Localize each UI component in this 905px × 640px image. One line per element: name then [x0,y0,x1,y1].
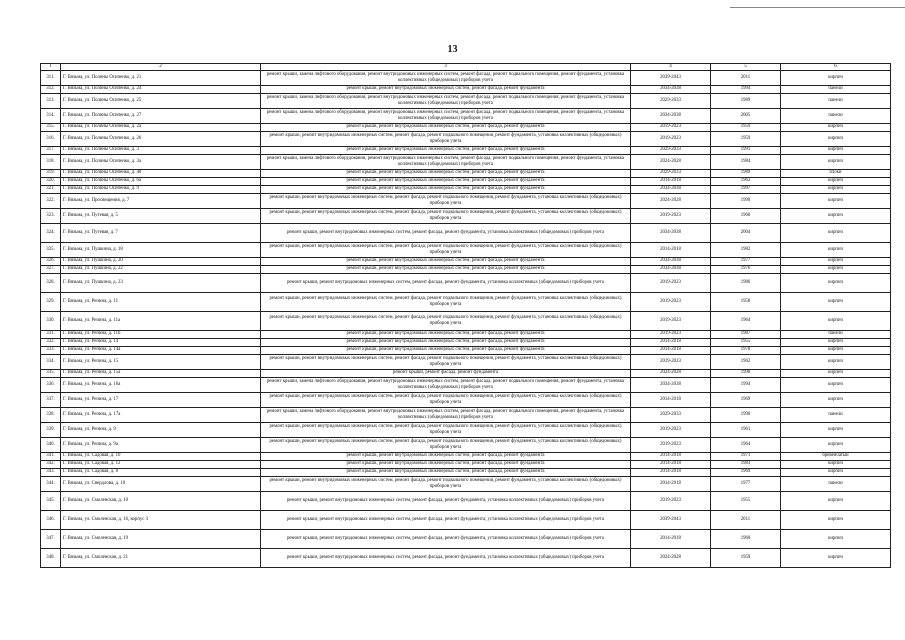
table-row [41,169,891,177]
build-year-cell: 1978 [711,346,781,354]
row-number: 337. [41,392,61,407]
works-cell: ремонт крыши, ремонт внутридомовых инженерных систем, ремонт фасада, ремонт подвального помещения, ремонт фундамента, установка коллективных (общедомовых) приборов учета [261,242,631,257]
repair-period-cell: 2029-2033 [631,146,711,154]
column-header: 3 [261,64,631,71]
address-cell: Г. Вязьма, ул. Полины Осипенко, д. 27 [61,108,261,123]
works-cell: ремонт крыши, замена лифтового оборудования, ремонт внутридомовых инженерных систем, ремонт фасада, ремонт подвального помещения, ремонт фундамента, установка коллективных (общедомовых) приборов учета [261,93,631,108]
table-row [41,273,891,292]
wall-material-cell: кирпич [781,146,891,154]
address-cell: Г. Вязьма, ул. Репина, д. 9 [61,422,261,437]
works-cell: ремонт крыши, ремонт внутридомовых инженерных систем, ремонт фасада, ремонт фундамента [261,123,631,131]
works-cell: ремонт крыши, ремонт фасада, ремонт фундамента [261,369,631,377]
works-cell: ремонт крыши, ремонт внутридомовых инженерных систем, ремонт фасада, ремонт фундамента [261,346,631,354]
repair-period-cell: 2029-2033 [631,169,711,177]
table-row [41,185,891,193]
row-number: 332. [41,338,61,346]
row-number: 328. [41,273,61,292]
wall-material-cell: панели [781,407,891,422]
wall-material-cell: кирпич [781,468,891,476]
repair-period-cell: 2034-2038 [631,377,711,392]
row-number: 331. [41,330,61,338]
wall-material-cell: кирпич [781,292,891,311]
address-cell: Г. Вязьма, ул. Полины Осипенко, д. 9 [61,185,261,193]
table-row [41,131,891,146]
address-cell: Г. Вязьма, ул. Пушкина, д. 18 [61,242,261,257]
repair-period-cell: 2014-2018 [631,529,711,548]
works-cell: ремонт крыши, замена лифтового оборудования, ремонт внутридомовых инженерных систем, ремонт фасада, ремонт подвального помещения, ремонт фундамента, установка коллективных (общедомовых) приборов учета [261,407,631,422]
column-header: 6 [781,64,891,71]
row-number: 314. [41,108,61,123]
address-cell: Г. Вязьма, ул. Садовая, д. 10 [61,452,261,460]
wall-material-cell: кирпич [781,338,891,346]
address-cell: Г. Вязьма, ул. Репина, д. 9а [61,437,261,452]
address-cell: Г. Вязьма, ул. Репина, д. 14 [61,338,261,346]
works-cell: ремонт крыши, ремонт внутридомовых инженерных систем, ремонт фасада, ремонт фундамента [261,169,631,177]
wall-material-cell: кирпич [781,354,891,369]
wall-material-cell: кирпич [781,131,891,146]
build-year-cell: 1994 [711,377,781,392]
row-number: 313. [41,93,61,108]
build-year-cell: 1955 [711,491,781,510]
build-year-cell: 2005 [711,108,781,123]
table-row [41,223,891,242]
row-number: 320. [41,177,61,185]
wall-material-cell: кирпич [781,548,891,567]
build-year-cell: 1986 [711,273,781,292]
table-row [41,257,891,265]
build-year-cell: 1958 [711,292,781,311]
table-row [41,242,891,257]
build-year-cell: 1987 [711,330,781,338]
row-number: 338. [41,407,61,422]
wall-material-cell: кирпич [781,273,891,292]
works-cell: ремонт крыши, ремонт внутридомовых инженерных систем, ремонт фасада, ремонт подвального помещения, ремонт фундамента, установка коллективных (общедомовых) приборов учета [261,476,631,491]
row-number: 343. [41,468,61,476]
build-year-cell: 1962 [711,354,781,369]
works-cell: ремонт крыши, ремонт внутридомовых инженерных систем, ремонт фасада, ремонт фундамента [261,460,631,468]
works-cell: ремонт крыши, ремонт внутридомовых инженерных систем, ремонт фасада, ремонт фундамента, установка коллективных (общедомовых) приборов учета [261,273,631,292]
works-cell: ремонт крыши, замена лифтового оборудования, ремонт внутридомовых инженерных систем, ремонт фасада, ремонт подвального помещения, ремонт фундамента, установка коллективных (общедомовых) приборов учета [261,377,631,392]
table-row [41,330,891,338]
table-row [41,108,891,123]
table-row [41,460,891,468]
repair-period-cell: 2014-2018 [631,460,711,468]
address-cell: Г. Вязьма, ул. Полины Осипенко, д. 6а [61,177,261,185]
row-number: 326. [41,257,61,265]
wall-material-cell: кирпич [781,193,891,208]
repair-period-cell: 2014-2018 [631,177,711,185]
row-number: 329. [41,292,61,311]
build-year-cell: 1964 [711,311,781,330]
wall-material-cell: кирпич [781,242,891,257]
top-rule [730,7,905,8]
table-row [41,208,891,223]
works-cell: ремонт крыши, ремонт внутридомовых инженерных систем, ремонт фасада, ремонт фундамента [261,177,631,185]
address-cell: Г. Вязьма, ул. Репина, д. 14а [61,346,261,354]
works-cell: ремонт крыши, ремонт внутридомовых инженерных систем, ремонт фасада, ремонт подвального помещения, ремонт фундамента, установка коллективных (общедомовых) приборов учета [261,392,631,407]
repair-period-cell: 2019-2023 [631,491,711,510]
table-row [41,123,891,131]
table-row [41,529,891,548]
wall-material-cell: кирпич [781,265,891,273]
wall-material-cell: кирпич [781,437,891,452]
row-number: 318. [41,154,61,169]
repair-period-cell: 2034-2038 [631,108,711,123]
repair-period-cell: 2014-2018 [631,346,711,354]
wall-material-cell: кирпич [781,123,891,131]
table-row [41,392,891,407]
wall-material-cell: кирпич [781,257,891,265]
repair-period-cell: 2019-2023 [631,208,711,223]
works-cell: ремонт крыши, ремонт внутридомовых инженерных систем, ремонт фасада, ремонт подвального помещения, ремонт фундамента, установка коллективных (общедомовых) приборов учета [261,292,631,311]
works-cell: ремонт крыши, ремонт внутридомовых инженерных систем, ремонт фасада, ремонт фундамента, установка коллективных (общедомовых) приборов учета [261,223,631,242]
row-number: 334. [41,354,61,369]
table-row [41,193,891,208]
repair-period-cell: 2019-2023 [631,437,711,452]
works-cell: ремонт крыши, ремонт внутридомовых инженерных систем, ремонт фасада, ремонт фундамента [261,338,631,346]
repair-period-cell: 2024-2028 [631,193,711,208]
wall-material-cell: панели [781,476,891,491]
works-cell: ремонт крыши, ремонт внутридомовых инженерных систем, ремонт фасада, ремонт подвального помещения, ремонт фундамента, установка коллективных (общедомовых) приборов учета [261,193,631,208]
table-row [41,70,891,85]
wall-material-cell: кирпич [781,460,891,468]
address-cell: Г. Вязьма, ул. Пушкина, д. 23 [61,273,261,292]
wall-material-cell: кирпич [781,70,891,85]
build-year-cell: 1982 [711,242,781,257]
address-cell: Г. Вязьма, ул. Просвещения, д. 7 [61,193,261,208]
works-cell: ремонт крыши, замена лифтового оборудования, ремонт внутридомовых инженерных систем, ремонт фасада, ремонт подвального помещения, ремонт фундамента, установка коллективных (общедомовых) приборов учета [261,70,631,85]
address-cell: Г. Вязьма, ул. Пушкина, д. 20 [61,257,261,265]
row-number: 347. [41,529,61,548]
table-row [41,93,891,108]
address-cell: Г. Вязьма, ул. Свердлова, д. 10 [61,476,261,491]
row-number: 327. [41,265,61,273]
address-cell: Г. Вязьма, ул. Садовая, д. 12 [61,460,261,468]
repair-period-cell: 2019-2023 [631,311,711,330]
row-number: 317. [41,146,61,154]
address-cell: Г. Вязьма, ул. Путевая, д. 7 [61,223,261,242]
repair-period-cell: 2014-2018 [631,452,711,460]
wall-material-cell: кирпич [781,369,891,377]
row-number: 336. [41,377,61,392]
build-year-cell: 1959 [711,123,781,131]
row-number: 319. [41,169,61,177]
wall-material-cell: бревенчатый [781,452,891,460]
works-cell: ремонт крыши, ремонт внутридомовых инженерных систем, ремонт фасада, ремонт фундамента [261,185,631,193]
table-row [41,407,891,422]
row-number: 341. [41,452,61,460]
works-cell: ремонт крыши, ремонт внутридомовых инженерных систем, ремонт фасада, ремонт подвального помещения, ремонт фундамента, установка коллективных (общедомовых) приборов учета [261,354,631,369]
repair-period-cell: 2014-2018 [631,242,711,257]
works-cell: ремонт крыши, ремонт внутридомовых инженерных систем, ремонт фасада, ремонт подвального помещения, ремонт фундамента, установка коллективных (общедомовых) приборов учета [261,208,631,223]
works-cell: ремонт крыши, ремонт внутридомовых инженерных систем, ремонт фасада, ремонт фундамента, установка коллективных (общедомовых) приборов учета [261,529,631,548]
build-year-cell: 1963 [711,177,781,185]
address-cell: Г. Вязьма, ул. Полины Осипенко, д. 2а [61,123,261,131]
table-row [41,476,891,491]
address-cell: Г. Вязьма, ул. Смоленская, д. 21 [61,548,261,567]
table-row [41,154,891,169]
build-year-cell: 1976 [711,265,781,273]
housing-repair-table [40,63,891,568]
row-number: 325. [41,242,61,257]
row-number: 345. [41,491,61,510]
wall-material-cell: панели [781,85,891,93]
build-year-cell: 1960 [711,529,781,548]
address-cell: Г. Вязьма, ул. Репина, д. 15 [61,354,261,369]
wall-material-cell: кирпич [781,208,891,223]
build-year-cell: 1989 [711,93,781,108]
works-cell: ремонт крыши, ремонт внутридомовых инженерных систем, ремонт фасада, ремонт фундамента, установка коллективных (общедомовых) приборов учета [261,491,631,510]
address-cell: Г. Вязьма, ул. Репина, д. 17а [61,407,261,422]
build-year-cell: 1955 [711,338,781,346]
build-year-cell: 1990 [711,407,781,422]
repair-period-cell: 2014-2018 [631,338,711,346]
repair-period-cell: 2019-2023 [631,422,711,437]
repair-period-cell: 2024-2028 [631,548,711,567]
table-row [41,177,891,185]
works-cell: ремонт крыши, ремонт внутридомовых инженерных систем, ремонт фасада, ремонт фундамента [261,468,631,476]
works-cell: ремонт крыши, ремонт внутридомовых инженерных систем, ремонт фасада, ремонт фундамента [261,265,631,273]
build-year-cell: 1969 [711,468,781,476]
address-cell: Г. Вязьма, ул. Репина, д. 11 [61,292,261,311]
works-cell: ремонт крыши, ремонт внутридомовых инженерных систем, ремонт фасада, ремонт подвального помещения, ремонт фундамента, установка коллективных (общедомовых) приборов учета [261,437,631,452]
build-year-cell: 2011 [711,510,781,529]
wall-material-cell: кирпич [781,223,891,242]
table-row [41,422,891,437]
column-header: 4 [631,64,711,71]
wall-material-cell: панели [781,108,891,123]
address-cell: Г. Вязьма, ул. Смоленская, д. 16, корпус 3 [61,510,261,529]
row-number: 321. [41,185,61,193]
repair-period-cell: 2019-2023 [631,123,711,131]
works-cell: ремонт крыши, ремонт внутридомовых инженерных систем, ремонт фасада, ремонт фундамента [261,146,631,154]
build-year-cell: 1959 [711,131,781,146]
row-number: 342. [41,460,61,468]
build-year-cell: 1983 [711,460,781,468]
row-number: 335. [41,369,61,377]
repair-period-cell: 2034-2038 [631,85,711,93]
build-year-cell: 2004 [711,223,781,242]
build-year-cell: 1977 [711,257,781,265]
wall-material-cell: кирпич [781,185,891,193]
table-row [41,338,891,346]
row-number: 311. [41,70,61,85]
build-year-cell: 1969 [711,392,781,407]
row-number: 322. [41,193,61,208]
row-number: 330. [41,311,61,330]
build-year-cell: 1959 [711,548,781,567]
works-cell: ремонт крыши, ремонт внутридомовых инженерных систем, ремонт фасада, ремонт фундамента, установка коллективных (общедомовых) приборов учета [261,548,631,567]
address-cell: Г. Вязьма, ул. Полины Осипенко, д. 21 [61,70,261,85]
address-cell: Г. Вязьма, ул. Полины Осипенко, д. 40 [61,169,261,177]
address-cell: Г. Вязьма, ул. Репина, д. 16а [61,377,261,392]
table-row [41,146,891,154]
wall-material-cell: кирпич [781,311,891,330]
build-year-cell: 1989 [711,169,781,177]
wall-material-cell: кирпич [781,392,891,407]
row-number: 339. [41,422,61,437]
table-row [41,491,891,510]
repair-period-cell: 2019-2023 [631,273,711,292]
repair-period-cell: 2034-2038 [631,185,711,193]
works-cell: ремонт крыши, ремонт внутридомовых инженерных систем, ремонт фасада, ремонт фундамента, установка коллективных (общедомовых) приборов учета [261,510,631,529]
build-year-cell: 1994 [711,85,781,93]
table-row [41,346,891,354]
repair-period-cell: 2034-2038 [631,223,711,242]
works-cell: ремонт крыши, замена лифтового оборудования, ремонт внутридомовых инженерных систем, ремонт фасада, ремонт подвального помещения, ремонт фундамента, установка коллективных (общедомовых) приборов учета [261,154,631,169]
wall-material-cell: блоки [781,169,891,177]
row-number: 344. [41,476,61,491]
row-number: 348. [41,548,61,567]
repair-period-cell: 2034-2038 [631,265,711,273]
address-cell: Г. Вязьма, ул. Смоленская, д. 10 [61,491,261,510]
build-year-cell: 2011 [711,70,781,85]
build-year-cell: 1984 [711,154,781,169]
address-cell: Г. Вязьма, ул. Репина, д. 11а [61,311,261,330]
build-year-cell: 1991 [711,146,781,154]
repair-period-cell: 2024-2028 [631,369,711,377]
repair-period-cell: 2019-2023 [631,292,711,311]
works-cell: ремонт крыши, ремонт внутридомовых инженерных систем, ремонт фасада, ремонт фундамента [261,257,631,265]
repair-period-cell: 2014-2018 [631,392,711,407]
address-cell: Г. Вязьма, ул. Полины Осипенко, д. 3а [61,154,261,169]
address-cell: Г. Вязьма, ул. Репина, д. 15а [61,369,261,377]
wall-material-cell: кирпич [781,346,891,354]
address-cell: Г. Вязьма, ул. Репина, д. 17 [61,392,261,407]
works-cell: ремонт крыши, замена лифтового оборудования, ремонт внутридомовых инженерных систем, ремонт фасада, ремонт подвального помещения, ремонт фундамента, установка коллективных (общедомовых) приборов учета [261,108,631,123]
wall-material-cell: кирпич [781,177,891,185]
build-year-cell: 1977 [711,476,781,491]
table-row [41,452,891,460]
wall-material-cell: кирпич [781,510,891,529]
repair-period-cell: 2039-2043 [631,70,711,85]
wall-material-cell: панели [781,330,891,338]
row-number: 324. [41,223,61,242]
wall-material-cell: кирпич [781,491,891,510]
address-cell: Г. Вязьма, ул. Садовая, д. 8 [61,468,261,476]
repair-period-cell: 2019-2023 [631,354,711,369]
works-cell: ремонт крыши, ремонт внутридомовых инженерных систем, ремонт фасада, ремонт подвального помещения, ремонт фундамента, установка коллективных (общедомовых) приборов учета [261,131,631,146]
works-cell: ремонт крыши, ремонт внутридомовых инженерных систем, ремонт фасада, ремонт фундамента [261,452,631,460]
wall-material-cell: кирпич [781,377,891,392]
table-row [41,311,891,330]
table-row [41,510,891,529]
wall-material-cell: панели [781,93,891,108]
works-cell: ремонт крыши, ремонт внутридомовых инженерных систем, ремонт фасада, ремонт подвального помещения, ремонт фундамента, установка коллективных (общедомовых) приборов учета [261,311,631,330]
table-row [41,437,891,452]
repair-period-cell: 2029-2033 [631,93,711,108]
build-year-cell: 1998 [711,369,781,377]
works-cell: ремонт крыши, ремонт внутридомовых инженерных систем, ремонт фасада, ремонт подвального помещения, ремонт фундамента, установка коллективных (общедомовых) приборов учета [261,422,631,437]
column-number-row [41,64,891,71]
table-row [41,292,891,311]
repair-period-cell: 2014-2018 [631,468,711,476]
row-number: 323. [41,208,61,223]
page-number: 13 [447,44,458,55]
wall-material-cell: кирпич [781,154,891,169]
wall-material-cell: кирпич [781,422,891,437]
repair-period-cell: 2024-2028 [631,154,711,169]
table-row [41,369,891,377]
row-number: 316. [41,131,61,146]
row-number: 346. [41,510,61,529]
column-header: 5 [711,64,781,71]
build-year-cell: 1964 [711,437,781,452]
table-row [41,85,891,93]
repair-period-cell: 2034-2038 [631,257,711,265]
address-cell: Г. Вязьма, ул. Смоленская, д. 19 [61,529,261,548]
build-year-cell: 1990 [711,193,781,208]
works-cell: ремонт крыши, ремонт внутридомовых инженерных систем, ремонт фасада, ремонт фундамента [261,85,631,93]
row-number: 315. [41,123,61,131]
repair-period-cell: 2019-2023 [631,131,711,146]
row-number: 333. [41,346,61,354]
table-row [41,377,891,392]
table-row [41,354,891,369]
address-cell: Г. Вязьма, ул. Полины Осипенко, д. 25 [61,93,261,108]
repair-period-cell: 2039-2043 [631,510,711,529]
repair-period-cell: 2029-2033 [631,407,711,422]
table-row [41,548,891,567]
table-row [41,265,891,273]
address-cell: Г. Вязьма, ул. Полины Осипенко, д. 26 [61,131,261,146]
address-cell: Г. Вязьма, ул. Полины Осипенко, д. 3 [61,146,261,154]
repair-period-cell: 2019-2023 [631,330,711,338]
column-header: 2 [61,64,261,71]
build-year-cell: 1997 [711,185,781,193]
wall-material-cell: кирпич [781,529,891,548]
address-cell: Г. Вязьма, ул. Пушкина, д. 22 [61,265,261,273]
column-header: 1 [41,64,61,71]
repair-period-cell: 2014-2018 [631,476,711,491]
build-year-cell: 1961 [711,422,781,437]
works-cell: ремонт крыши, ремонт внутридомовых инженерных систем, ремонт фасада, ремонт фундамента [261,330,631,338]
build-year-cell: 1971 [711,452,781,460]
address-cell: Г. Вязьма, ул. Полины Осипенко, д. 24 [61,85,261,93]
table-row [41,468,891,476]
address-cell: Г. Вязьма, ул. Репина, д. 11б [61,330,261,338]
address-cell: Г. Вязьма, ул. Путевая, д. 5 [61,208,261,223]
row-number: 340. [41,437,61,452]
row-number: 312. [41,85,61,93]
build-year-cell: 1968 [711,208,781,223]
